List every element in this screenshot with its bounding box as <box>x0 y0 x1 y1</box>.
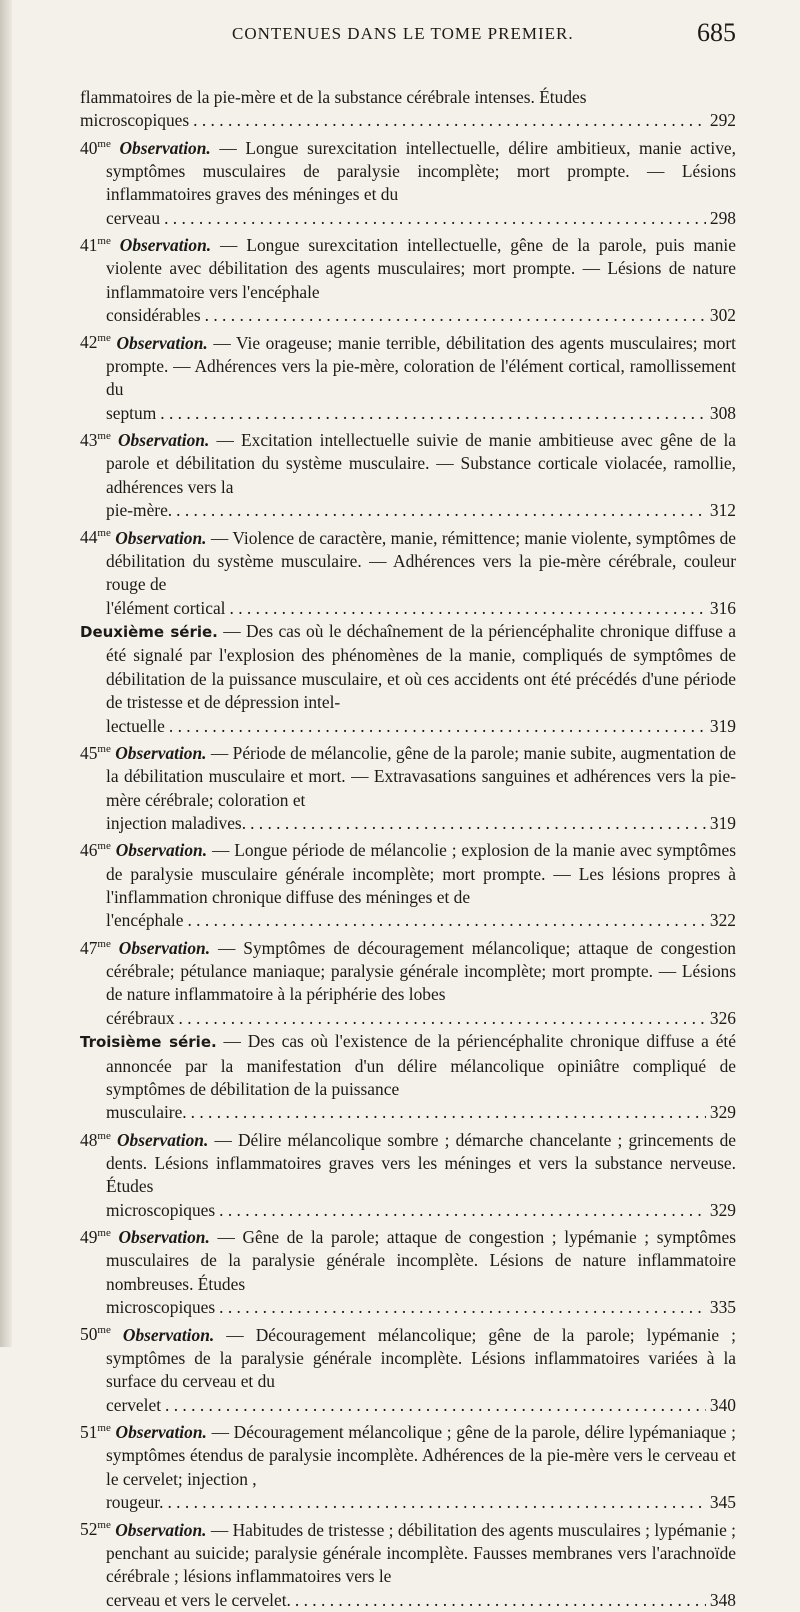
page-number: 685 <box>697 18 736 47</box>
observation-number: $42^{me}$ <box>80 332 111 353</box>
dot-leader <box>193 109 706 132</box>
entry-last-line <box>106 812 736 835</box>
entry-last-words: cerveau et vers le cervelet. <box>106 1589 291 1610</box>
entry-last-line <box>106 499 736 522</box>
entry-last-line <box>106 207 736 230</box>
observation-number: $50^{me}$ <box>80 1324 111 1345</box>
observation-label: Observation. <box>115 742 207 763</box>
entry-text: — Symptômes de découragement mélancolique; attaque de congestion cérébrale; pétulance maniaque; paralysie générale incomplète; mort prompte. — Lésions de nature inflammatoire à la périphérie des lobes <box>106 937 736 1005</box>
entry-last-line <box>106 1101 736 1124</box>
dot-leader <box>179 1007 706 1030</box>
entry-last-words: l'élément cortical <box>106 597 226 618</box>
entry-last-words: musculaire. <box>106 1102 187 1123</box>
observation-number: $52^{me}$ <box>80 1519 111 1540</box>
entry-last-words: lectuelle <box>106 715 165 736</box>
toc-entry <box>80 835 736 932</box>
entry-last-line <box>106 909 736 932</box>
entry-text: flammatoires de la pie-mère et de la substance cérébrale intenses. Études <box>80 87 587 107</box>
observation-number: $51^{me}$ <box>80 1421 111 1442</box>
entry-page-number: 322 <box>709 910 736 931</box>
dot-leader <box>230 597 706 620</box>
entry-last-words: cérébraux <box>106 1007 175 1028</box>
table-of-contents <box>80 86 736 1612</box>
dot-leader <box>219 1199 706 1222</box>
entry-last-line <box>106 304 736 327</box>
toc-entry <box>80 133 736 230</box>
entry-last-line <box>106 1007 736 1030</box>
entry-page-number: 316 <box>709 597 736 618</box>
entry-text: — Longue période de mélancolie ; explosion de la manie avec symptômes de paralysie musculaire générale incomplète; mort prompte. — Les lésions propres à l'inflammation chronique diffuse des méninges et de <box>106 840 736 907</box>
entry-page-number: 319 <box>709 715 736 736</box>
dot-leader <box>219 1296 706 1319</box>
toc-entry <box>80 523 736 620</box>
page-binding-shadow <box>0 0 12 1347</box>
observation-label: Observation. <box>122 1324 215 1345</box>
entry-last-line <box>106 1199 736 1222</box>
toc-entry <box>80 86 736 133</box>
dot-leader <box>160 402 706 425</box>
toc-entry <box>80 738 736 835</box>
observation-number: $49^{me}$ <box>80 1227 111 1248</box>
dot-leader <box>187 909 705 932</box>
observation-label: Observation. <box>115 1421 207 1442</box>
toc-entry <box>80 328 736 425</box>
dot-leader <box>164 207 706 230</box>
entry-text: — Habitudes de tristesse ; débilitation des agents musculaires ; lypémanie ; penchant au suicide; paralysie générale incomplète. Fausses membranes vers l'arachnoïde cérébrale ; lésions inflammatoires vers le <box>106 1519 736 1587</box>
entry-text: — Période de mélancolie, gêne de la parole; manie subite, augmentation de la débilitation musculaire et mort. — Extravasations sanguines et adhérences vers la pie-mère cérébrale; coloration et <box>106 742 736 810</box>
entry-page-number: 329 <box>709 1199 736 1220</box>
observation-number: $48^{me}$ <box>80 1129 111 1150</box>
toc-entry <box>80 1320 736 1417</box>
observation-label: Observation. <box>115 1519 207 1540</box>
observation-label: Observation. <box>119 235 212 256</box>
entry-page-number: 345 <box>709 1492 736 1513</box>
entry-last-words: septum <box>106 402 157 423</box>
toc-entry <box>80 1222 736 1319</box>
observation-label: Observation. <box>118 429 210 450</box>
entry-page-number: 298 <box>709 207 736 228</box>
entry-text: — Excitation intellectuelle suivie de manie ambitieuse avec gêne de la parole et débilitation du système musculaire. — Substance corticale violacée, ramollie, adhérences vers la <box>106 429 736 497</box>
toc-entry <box>80 425 736 522</box>
observation-number: $44^{me}$ <box>80 527 111 548</box>
observation-number: $47^{me}$ <box>80 937 111 958</box>
toc-entry <box>80 230 736 327</box>
page-header <box>80 18 736 58</box>
entry-last-line <box>106 715 736 738</box>
entry-last-line <box>106 597 736 620</box>
toc-entry <box>80 933 736 1030</box>
toc-entry <box>80 1515 736 1612</box>
series-label: Deuxième série. <box>80 622 218 641</box>
running-head: CONTENUES DANS LE TOME PREMIER. <box>232 24 574 43</box>
dot-leader <box>167 1491 705 1514</box>
entry-last-line <box>106 1394 736 1417</box>
entry-last-words: pie-mère. <box>106 500 173 521</box>
entry-page-number: 292 <box>709 110 736 131</box>
toc-entry <box>80 1030 736 1125</box>
entry-last-words: rougeur. <box>106 1492 164 1513</box>
observation-number: $40^{me}$ <box>80 137 111 158</box>
entry-page-number: 340 <box>709 1394 736 1415</box>
dot-leader <box>205 304 706 327</box>
entry-last-words: l'encéphale <box>106 910 184 931</box>
dot-leader <box>191 1101 706 1124</box>
observation-number: $41^{me}$ <box>80 235 111 256</box>
entry-text: — Des cas où le déchaînement de la périencéphalite chronique diffuse a été signalé par l'explosion des phénomènes de la manie, compliqués de symptômes de débilitation de la puissance musculaire, et où ces accidents ont été précédés d'une période de tristesse et de dépression intel- <box>106 620 736 713</box>
observation-label: Observation. <box>116 332 208 353</box>
toc-entry <box>80 1417 736 1514</box>
observation-label: Observation. <box>115 527 207 548</box>
entry-text: — Découragement mélancolique; gêne de la parole; lypémanie ; symptômes de la paralysie générale incomplète. Lésions inflammatoires variées à la surface du cerveau et du <box>106 1324 736 1392</box>
series-label: Troisième série. <box>80 1033 217 1052</box>
entry-last-words: microscopiques <box>80 110 190 131</box>
entry-last-words: considérables <box>106 305 201 326</box>
entry-text: — Gêne de la parole; attaque de congestion ; lypémanie ; symptômes musculaires de la paralysie générale incomplète. Lésions de nature inflammatoire nombreuses. Études <box>106 1227 736 1294</box>
entry-page-number: 326 <box>709 1007 736 1028</box>
toc-entry <box>80 620 736 738</box>
entry-page-number: 312 <box>709 500 736 521</box>
entry-page-number: 308 <box>709 402 736 423</box>
toc-entry <box>80 1125 736 1222</box>
observation-label: Observation. <box>116 1129 209 1150</box>
entry-text: — Longue surexcitation intellectuelle, délire ambitieux, manie active, symptômes musculaires de paralysie incomplète; mort prompte. — Lésions inflammatoires graves des méninges et du <box>106 137 737 205</box>
dot-leader <box>250 812 706 835</box>
entry-last-line <box>106 1296 736 1319</box>
observation-number: $46^{me}$ <box>80 840 111 861</box>
observation-label: Observation. <box>118 1227 210 1248</box>
dot-leader <box>176 499 706 522</box>
observation-number: $45^{me}$ <box>80 742 111 763</box>
entry-last-words: microscopiques <box>106 1297 216 1318</box>
entry-last-words: injection maladives. <box>106 812 247 833</box>
entry-page-number: 302 <box>709 305 736 326</box>
entry-text: — Découragement mélancolique ; gêne de la parole, délire lypémaniaque ; symptômes étendus de paralysie incomplète. Adhérences de la pie-mère vers le cerveau et le cervelet; injection , <box>106 1421 737 1489</box>
entry-last-line <box>80 109 736 132</box>
entry-text: — Violence de caractère, manie, rémittence; manie violente, symptômes de débilitation du système musculaire. — Adhérences vers la pie-mère cérébrale, couleur rouge de <box>106 527 736 595</box>
entry-last-words: cervelet <box>106 1394 162 1415</box>
dot-leader <box>295 1589 706 1612</box>
entry-text: — Vie orageuse; manie terrible, débilitation des agents musculaires; mort prompte. — Adhérences vers la pie-mère, coloration de l'élément cortical, ramollissement du <box>106 332 736 400</box>
dot-leader <box>169 715 706 738</box>
observation-label: Observation. <box>115 840 208 861</box>
entry-page-number: 348 <box>709 1589 736 1610</box>
observation-label: Observation. <box>118 937 211 958</box>
entry-text: — Délire mélancolique sombre ; démarche chancelante ; grincements de dents. Lésions inflammatoires graves vers les méninges et vers la substance nerveuse. Études <box>106 1129 737 1197</box>
entry-last-line <box>106 1589 736 1612</box>
observation-label: Observation. <box>119 137 211 158</box>
entry-page-number: 329 <box>709 1102 736 1123</box>
entry-last-words: cerveau <box>106 207 161 228</box>
dot-leader <box>165 1394 706 1417</box>
entry-page-number: 319 <box>709 812 736 833</box>
entry-page-number: 335 <box>709 1297 736 1318</box>
entry-last-line <box>106 402 736 425</box>
observation-number: $43^{me}$ <box>80 429 111 450</box>
entry-last-line <box>106 1491 736 1514</box>
entry-text: — Des cas où l'existence de la périencéphalite chronique diffuse a été annoncée par la manifestation d'un délire mélancolique opiniâtre compliqué de symptômes de débilitation de la puissance <box>106 1031 736 1100</box>
entry-text: — Longue surexcitation intellectuelle, gêne de la parole, puis manie violente avec débilitation des agents musculaires; mort prompte. — Lésions de nature inflammatoire vers l'encéphale <box>106 235 736 302</box>
entry-last-words: microscopiques <box>106 1199 216 1220</box>
